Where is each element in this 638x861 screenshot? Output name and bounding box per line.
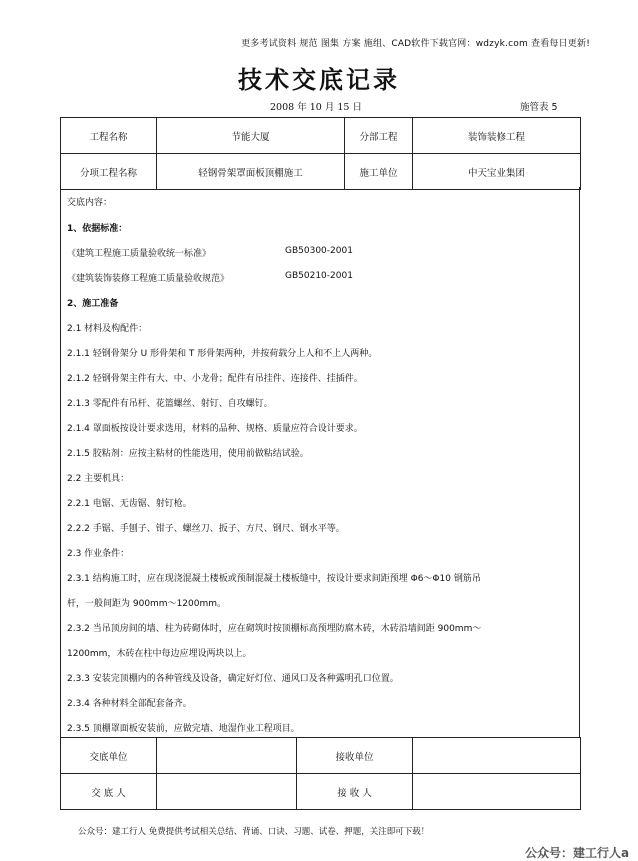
receive-person-label: 接 收 人 xyxy=(297,774,413,810)
handover-person-value xyxy=(157,774,297,810)
top-note: 更多考试资料 规范 图集 方案 施组、CAD软件下载官网：wdzyk.com 查看每日更新! xyxy=(241,39,590,49)
subitem-value: 轻钢骨架罩面板顶棚施工 xyxy=(157,154,345,190)
content-line-11: 2.2 主要机具： xyxy=(67,474,130,484)
content-line-9: 2.1.4 罩面板按设计要求选用，材料的品种、规格、质量应符合设计要求。 xyxy=(67,424,363,434)
content-line-13: 2.2.2 手锯、手刨子、钳子、螺丝刀、扳子、方尺、钢尺、钢水平等。 xyxy=(67,524,345,534)
standard-name: 《建筑工程施工质量验收统一标准》 xyxy=(67,249,212,259)
standard-name: 《建筑装饰装修工程施工质量验收规范》 xyxy=(67,274,230,284)
standard-code: GB50210-2001 xyxy=(285,271,353,281)
handover-unit-label: 交底单位 xyxy=(61,738,157,774)
content-line-5: 2.1 材料及构配件： xyxy=(67,324,148,334)
division-label: 分部工程 xyxy=(345,118,413,154)
project-name-label: 工程名称 xyxy=(61,118,157,154)
signature-row-1 xyxy=(61,738,581,774)
content-line-1: 1、依据标准： xyxy=(67,224,128,234)
content-line-18: 1200mm，木砖在柱中每边应埋设两块以上。 xyxy=(67,649,252,659)
unit-label: 施工单位 xyxy=(345,154,413,190)
content-line-14: 2.3 作业条件： xyxy=(67,549,130,559)
signature-table xyxy=(60,737,581,810)
info-row-1 xyxy=(61,118,581,154)
unit-value: 中天宝业集团 xyxy=(413,154,581,190)
content-line-15: 2.3.1 结构施工时，应在现浇混凝土楼板或预制混凝土楼板缝中，按设计要求间距预埋 Φ6～Φ10 钢筋吊 xyxy=(67,574,481,584)
watermark-text: 公众号：建工行人a xyxy=(525,846,630,860)
page-title: 技术交底记录 xyxy=(238,65,400,94)
signature-row-2 xyxy=(61,774,581,810)
content-line-8: 2.1.3 零配件有吊杆、花篮螺丝、射钉、自攻螺钉。 xyxy=(67,399,273,409)
division-value: 装饰装修工程 xyxy=(413,118,581,154)
content-line-16: 杆，一般间距为 900mm～1200mm。 xyxy=(67,599,227,609)
record-date: 2008 年 10 月 15 日 xyxy=(270,102,362,113)
subitem-label: 分项工程名称 xyxy=(61,154,157,190)
project-name-value: 节能大厦 xyxy=(157,118,345,154)
content-line-12: 2.2.1 电锯、无齿锯、射钉枪。 xyxy=(67,499,192,509)
content-line-10: 2.1.5 胶粘剂：应按主粘材的性能选用，使用前做粘结试验。 xyxy=(67,449,309,459)
handover-person-label: 交 底 人 xyxy=(61,774,157,810)
receive-unit-value xyxy=(413,738,581,774)
receive-person-value xyxy=(413,774,581,810)
info-table xyxy=(60,117,581,190)
content-line-21: 2.3.5 顶棚罩面板安装前，应做完墙、地湿作业工程项目。 xyxy=(67,724,300,734)
content-line-2 xyxy=(67,246,353,259)
content-section xyxy=(60,187,580,737)
content-line-7: 2.1.2 轻钢骨架主件有大、中、小龙骨；配件有吊挂件、连接件、挂插件。 xyxy=(67,374,363,384)
content-line-3 xyxy=(67,271,353,284)
content-label: 交底内容： xyxy=(67,198,113,208)
content-line-20: 2.3.4 各种材料全部配套备齐。 xyxy=(67,699,192,709)
form-number: 施管表 5 xyxy=(520,102,558,113)
receive-unit-label: 接收单位 xyxy=(297,738,413,774)
handover-unit-value xyxy=(157,738,297,774)
standard-code: GB50300-2001 xyxy=(285,246,353,256)
content-line-4: 2、施工准备 xyxy=(67,299,119,309)
info-row-2 xyxy=(61,154,581,190)
content-line-17: 2.3.2 当吊顶房间的墙、柱为砖砌体时，应在砌筑时按顶棚标高预埋防腐木砖，木砖沿墙间距 900mm～ xyxy=(67,624,482,634)
content-line-6: 2.1.1 轻钢骨架分 U 形骨架和 T 形骨架两种，并按荷载分上人和不上人两种。 xyxy=(67,349,378,359)
footnote: 公众号：建工行人 免费提供考试相关总结、背诵、口诀、习题、试卷、押题，关注即可下载！ xyxy=(78,827,430,837)
content-line-19: 2.3.3 安装完顶棚内的各种管线及设备，确定好灯位、通风口及各种露明孔口位置。 xyxy=(67,674,399,684)
